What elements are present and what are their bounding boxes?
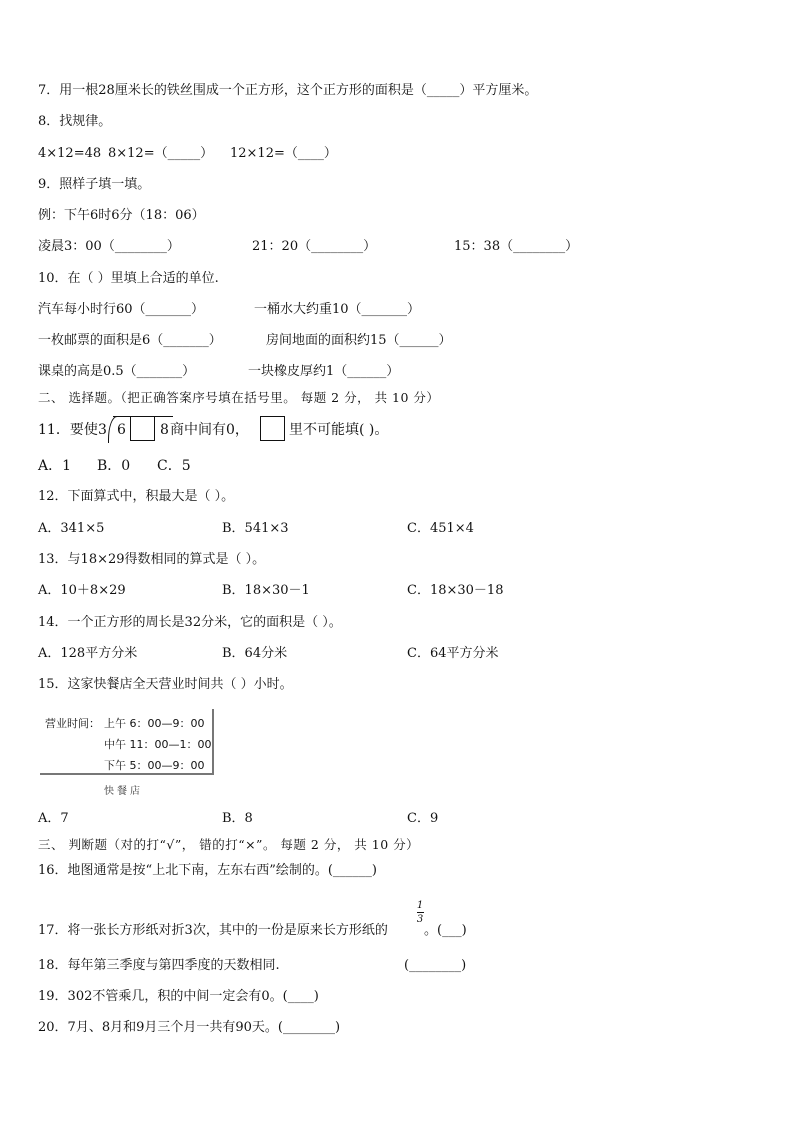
question-15-option-b: B．8 (222, 811, 253, 826)
question-13: 13．与18×29得数相同的算式是（ ）。 (38, 552, 266, 567)
question-11-prefix: 11．要使 (38, 422, 98, 438)
question-18: 18．每年第三季度与第四季度的天数相同. (38, 958, 280, 973)
fraction-bar (417, 912, 424, 913)
question-9-item-a: 凌晨3：00（________） (38, 239, 180, 254)
question-12-option-b: B．541×3 (222, 521, 289, 536)
schedule-row-noon: 中午 11：00—1：00 (104, 738, 212, 751)
question-10-item-b: 一桶水大约重10（_______） (254, 302, 421, 317)
question-11-blank-box (260, 416, 285, 441)
section-3-heading: 三、 判断题（对的打“√”， 错的打“×”。 每题 2 分， 共 10 分） (38, 837, 420, 852)
question-11-option-a: A．1 (38, 458, 72, 474)
question-11-divisor: 3 (98, 422, 107, 438)
question-7: 7．用一根28厘米长的铁丝围成一个正方形，这个正方形的面积是（_____）平方厘米。 (38, 83, 538, 98)
division-bracket (108, 416, 117, 443)
question-19: 19．302不管乘几，积的中间一定会有0。(____) (38, 989, 319, 1004)
question-14-option-b: B．64分米 (222, 646, 288, 661)
question-12-option-c: C．451×4 (407, 521, 474, 536)
question-14-option-c: C．64平方分米 (407, 646, 499, 661)
schedule-row-morning: 上午 6：00—9：00 (104, 717, 205, 730)
question-15-option-c: C．9 (407, 811, 439, 826)
question-14-option-a: A．128平方分米 (38, 646, 138, 661)
question-10-item-f: 一块橡皮厚约1（______） (248, 364, 400, 379)
question-11-digit-1: 6 (117, 422, 126, 438)
question-13-option-c: C．18×30－18 (407, 583, 504, 598)
question-8-item-a: 4×12=48 (38, 146, 102, 161)
question-10-item-e: 课桌的高是0.5（_______） (38, 364, 196, 379)
question-9-title: 9．照样子填一填。 (38, 177, 151, 192)
question-10-title: 10．在（ ）里填上合适的单位. (38, 271, 219, 286)
question-9-example: 例：下午6时6分（18：06） (38, 208, 205, 223)
question-20: 20．7月、8月和9月三个月一共有90天。(________) (38, 1020, 341, 1035)
question-8-item-c: 12×12=（____） (230, 146, 337, 161)
question-13-option-b: B．18×30－1 (222, 583, 310, 598)
question-10-item-c: 一枚邮票的面积是6（_______） (38, 333, 222, 348)
question-14: 14．一个正方形的周长是32分米，它的面积是（ ）。 (38, 615, 342, 630)
question-8-item-b: 8×12=（_____） (108, 146, 214, 161)
question-16: 16．地图通常是按“上北下南，左东右西”绘制的。(______) (38, 863, 377, 878)
question-15-option-a: A．7 (38, 811, 69, 826)
question-17-tail: 。(___) (424, 923, 467, 938)
question-10-item-a: 汽车每小时行60（_______） (38, 302, 205, 317)
question-18-blank: (________) (404, 958, 467, 973)
schedule-caption: 快餐店 (104, 786, 143, 797)
question-11-option-b: B．0 (97, 458, 131, 474)
question-11-digit-box (130, 416, 155, 441)
schedule-sign (40, 709, 214, 775)
question-15: 15．这家快餐店全天营业时间共（ ）小时。 (38, 677, 293, 692)
question-11-option-c: C．5 (157, 458, 191, 474)
section-2-heading: 二、 选择题。（把正确答案序号填在括号里。 每题 2 分， 共 10 分） (38, 390, 440, 405)
question-12: 12．下面算式中，积最大是（ ）。 (38, 489, 235, 504)
question-10-item-d: 房间地面的面积约15（______） (266, 333, 452, 348)
question-12-option-a: A．341×5 (38, 521, 105, 536)
question-11-suffix: 里不可能填( )。 (289, 422, 389, 438)
question-13-option-a: A．10＋8×29 (38, 583, 126, 598)
question-11-digit-3: 8 (160, 422, 169, 438)
fraction-denominator: 3 (416, 914, 424, 925)
question-17: 17．将一张长方形纸对折3次，其中的一份是原来长方形纸的 (38, 923, 388, 938)
question-9-item-b: 21：20（________） (252, 239, 377, 254)
schedule-row-evening: 下午 5：00—9：00 (104, 759, 205, 772)
question-8-title: 8．找规律。 (38, 114, 112, 129)
question-11-mid: 商中间有0， (170, 422, 249, 438)
fraction-numerator: 1 (416, 900, 424, 911)
schedule-label: 营业时间： (45, 717, 100, 730)
question-9-item-c: 15：38（________） (454, 239, 579, 254)
